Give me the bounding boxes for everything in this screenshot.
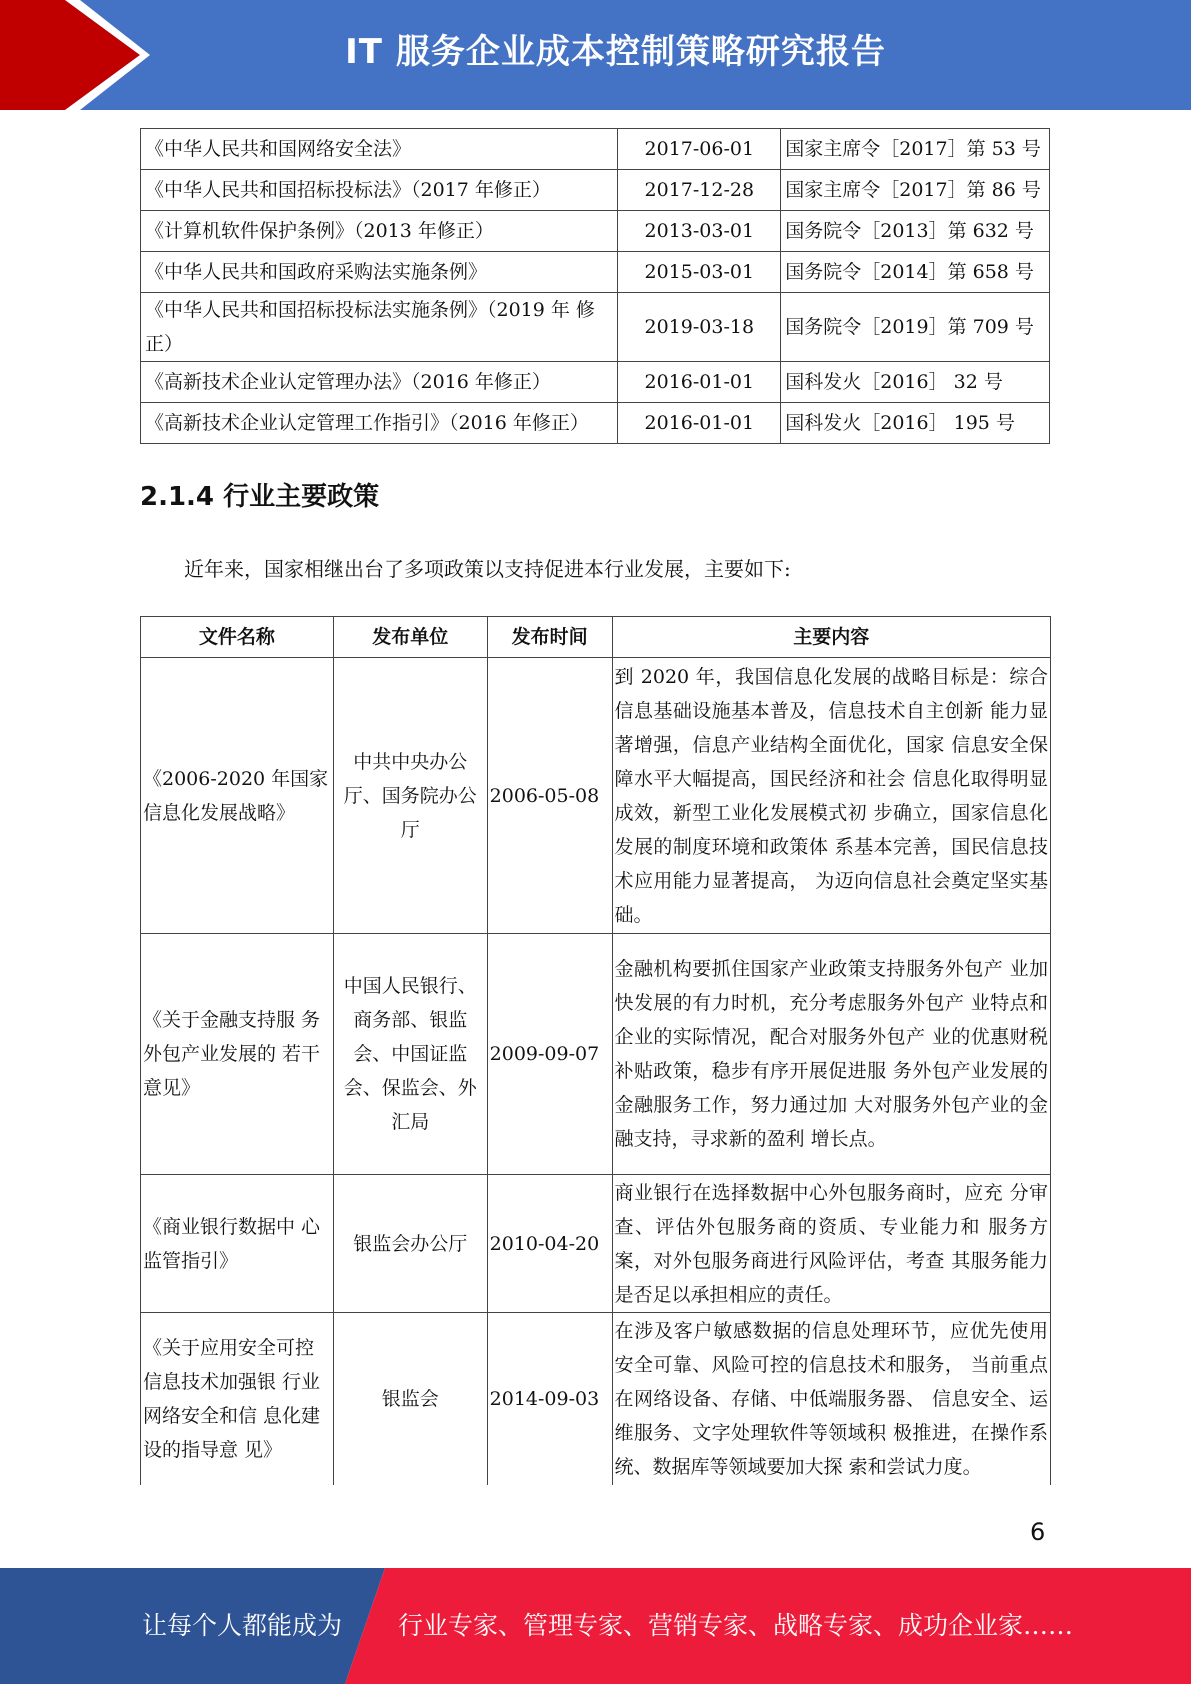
law-name-cell: 《中华人民共和国招标投标法》（2017 年修正） [141,170,618,211]
law-name-cell: 《中华人民共和国政府采购法实施条例》 [141,252,618,293]
law-row [141,170,1050,211]
law-row [141,403,1050,444]
law-ref-cell: 国务院令［2014］第 658 号 [781,252,1050,293]
policy-table-header-row [141,617,1051,658]
law-name-cell: 《高新技术企业认定管理工作指引》（2016 年修正） [141,403,618,444]
law-name-cell: 《中华人民共和国招标投标法实施条例》（2019 年 修正） [141,293,618,362]
policy-issuer-cell: 中国人民银行、商务部、银监会、中国证监会、保监会、外汇局 [333,934,487,1175]
policy-date-cell: 2014-09-03 [487,1313,612,1485]
law-name-cell: 《计算机软件保护条例》（2013 年修正） [141,211,618,252]
policy-row [141,1175,1051,1313]
law-date-cell: 2016-01-01 [618,403,781,444]
law-date-cell: 2016-01-01 [618,362,781,403]
law-date-cell: 2019-03-18 [618,293,781,362]
policy-date-cell: 2006-05-08 [487,658,612,934]
header-main-content: 主要内容 [612,617,1050,658]
page-footer [0,1568,1191,1684]
policy-row [141,658,1051,934]
policy-date-cell: 2010-04-20 [487,1175,612,1313]
law-name-cell: 《中华人民共和国网络安全法》 [141,129,618,170]
policy-content-cell: 商业银行在选择数据中心外包服务商时，应充 分审查、评估外包服务商的资质、专业能力和 服务方案，对外包服务商进行风险评估，考查 其服务能力是否足以承担相应的责任。 [612,1175,1050,1313]
header-file-name: 文件名称 [141,617,334,658]
policy-content-cell: 在涉及客户敏感数据的信息处理环节，应优先使用安全可靠、风险可控的信息技术和服务， 当前重点在网络设备、存储、中低端服务器、 信息安全、运维服务、文字处理软件等领域积 极推进，在操作系统、数据库等领域要加大探 索和尝试力度。 [612,1313,1050,1485]
law-ref-cell: 国科发火［2016］ 32 号 [781,362,1050,403]
header-issue-date: 发布时间 [487,617,612,658]
law-ref-cell: 国科发火［2016］ 195 号 [781,403,1050,444]
policy-content-cell: 金融机构要抓住国家产业政策支持服务外包产 业加快发展的有力时机，充分考虑服务外包产 业特点和企业的实际情况，配合对服务外包产 业的优惠财税补贴政策，稳步有序开展促进服 务外包产业发展的金融服务工作，努力通过加 大对服务外包产业的金融支持，寻求新的盈利 增长点。 [612,934,1050,1175]
policy-content-cell: 到 2020 年，我国信息化发展的战略目标是：综合信息基础设施基本普及，信息技术自主创新 能力显著增强，信息产业结构全面优化，国家 信息安全保障水平大幅提高，国民经济和社会 信息化取得明显成效，新型工业化发展模式初 步确立，国家信息化发展的制度环境和政策体 系基本完善，国民信息技术应用能力显著提高， 为迈向信息社会奠定坚实基础。 [612,658,1050,934]
policy-table [140,616,1051,1485]
page-header [0,0,1191,110]
page-number: 6 [1030,1518,1046,1546]
law-ref-cell: 国务院令［2013］第 632 号 [781,211,1050,252]
policy-name-cell: 《2006-2020 年国家信息化发展战略》 [141,658,334,934]
law-ref-cell: 国务院令［2019］第 709 号 [781,293,1050,362]
law-ref-cell: 国家主席令［2017］第 86 号 [781,170,1050,211]
policy-name-cell: 《商业银行数据中 心监管指引》 [141,1175,334,1313]
law-ref-cell: 国家主席令［2017］第 53 号 [781,129,1050,170]
policy-row [141,934,1051,1175]
policy-date-cell: 2009-09-07 [487,934,612,1175]
law-name-cell: 《高新技术企业认定管理办法》（2016 年修正） [141,362,618,403]
laws-table [140,128,1050,444]
law-date-cell: 2017-12-28 [618,170,781,211]
footer-left-slogan: 让每个人都能成为 [142,1611,343,1640]
law-date-cell: 2017-06-01 [618,129,781,170]
intro-paragraph: 近年来，国家相继出台了多项政策以支持促进本行业发展，主要如下: [184,557,791,581]
policy-name-cell: 《关于金融支持服 务外包产业发展的 若干意见》 [141,934,334,1175]
section-heading: 2.1.4 行业主要政策 [140,482,380,512]
header-issuer: 发布单位 [333,617,487,658]
law-row [141,362,1050,403]
policy-issuer-cell: 银监会 [333,1313,487,1485]
policy-name-cell: 《关于应用安全可控信息技术加强银 行业网络安全和信 息化建设的指导意 见》 [141,1313,334,1485]
law-row [141,293,1050,362]
policy-issuer-cell: 银监会办公厅 [333,1175,487,1313]
law-date-cell: 2013-03-01 [618,211,781,252]
policy-row [141,1313,1051,1485]
footer-right-slogan: 行业专家、管理专家、营销专家、战略专家、成功企业家…… [398,1611,1074,1640]
law-row [141,252,1050,293]
law-row [141,211,1050,252]
policy-issuer-cell: 中共中央办公厅、国务院办公厅 [333,658,487,934]
report-title: IT 服务企业成本控制策略研究报告 [345,32,886,72]
law-date-cell: 2015-03-01 [618,252,781,293]
law-row [141,129,1050,170]
